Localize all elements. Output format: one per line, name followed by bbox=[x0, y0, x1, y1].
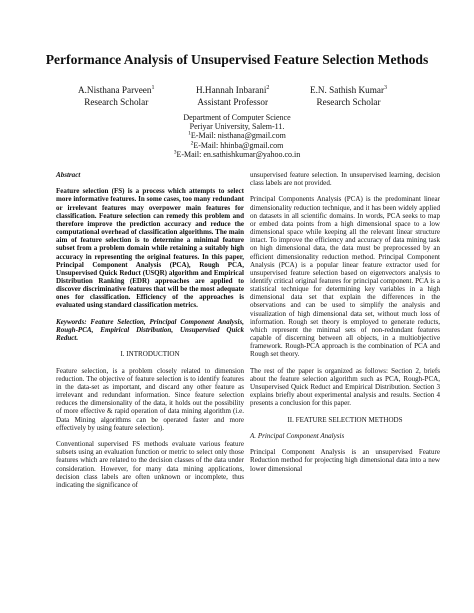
feature-selection-heading: II. FEATURE SELECTION METHODS bbox=[287, 415, 403, 424]
author-name: A.Nisthana Parveen bbox=[78, 85, 152, 95]
pca-method-paragraph: Principal Component Analysis is an unsupervised Feature Reduction method for projecting high dimensional data into a new lower dimensional bbox=[250, 448, 440, 473]
author-3 bbox=[310, 85, 387, 108]
author-2 bbox=[196, 85, 269, 108]
department: Department of Computer Science bbox=[183, 113, 291, 122]
email-3: $^3$E-Mail: en.sathishkumar@yahoo.co.in bbox=[173, 149, 301, 159]
email-2: $^2$E-Mail: hhinba@gmail.com bbox=[190, 139, 284, 150]
left-column bbox=[56, 171, 244, 489]
intro-paragraph-2-cont: unsupervised feature selection. In unsupervised learning, decision class labels are not provided. bbox=[250, 171, 440, 188]
paper-title: Performance Analysis of Unsupervised Feature Selection Methods bbox=[45, 52, 429, 67]
author-sup: 1 bbox=[151, 84, 155, 91]
pca-subheading: A. Principal Component Analysis bbox=[250, 431, 345, 440]
right-column bbox=[250, 171, 440, 473]
university: Periyar University, Salem-11. bbox=[189, 122, 285, 132]
author-name: H.Hannah Inbarani bbox=[196, 85, 267, 95]
author-role: Research Scholar bbox=[84, 96, 149, 107]
affiliation-block bbox=[0, 113, 474, 159]
author-role: Assistant Professor bbox=[197, 96, 269, 107]
pca-paragraph: Principal Components Analysis (PCA) is the predominant linear dimensionality reduction technique, and it has been widely applied on datasets in all scientific domains. In words, PCA seeks to map or embed data points from a high dimensional space to a low dimensional space while keeping all the relevant linear structure intact. To improve the efficiency and accuracy of data mining task on high dimensional data, the data must be preprocessed by an efficient dimensionality reduction method. Principal Component Analysis (PCA) is a popular linear feature extractor used for unsupervised feature selection based on eigenvectors analysis to identify critical original features for principal component. PCA is a statistical technique for determining key variables in a high dimensional data set that explain the differences in the observations and can be used to simplify the analysis and visualization of high dimensional data set, without much loss of information. Rough set theory is employed to generate reducts, which represent the minimal sets of non-redundant features capable of discerning between all objects, in a multiobjective framework. Rough-PCA approach is the combination of PCA and Rough set theory. bbox=[250, 195, 440, 359]
author-name: E.N. Sathish Kumar bbox=[310, 85, 385, 95]
author-1 bbox=[78, 85, 154, 108]
author-role: Research Scholar bbox=[316, 96, 381, 107]
keywords bbox=[56, 318, 244, 342]
intro-paragraph-2: Conventional supervised FS methods evaluate various feature subsets using an evaluation function or metric to select only those features which are related to the decision classes of the data under consideration. However, for many data mining applications, decision class labels are often unknown or incomplete, thus indicating the significance of bbox=[56, 440, 244, 489]
author-sup: 2 bbox=[266, 84, 270, 91]
keywords-text: Feature Selection, Principal Component Analysis, Rough-PCA, Empirical Distribution, Unsupervised Quick Reduct. bbox=[56, 317, 244, 343]
abstract-heading: Abstract bbox=[56, 171, 81, 179]
introduction-heading: I. INTRODUCTION bbox=[120, 350, 180, 359]
intro-paragraph-1: Feature selection, is a problem closely related to dimension reduction. The objective of feature selection is to identify features in the data-set as important, and discard any other feature as irrelevant and redundant information. Since feature selection reduces the dimensionality of the data, it holds out the possibility of more effective & rapid operation of data mining algorithm (i.e. Data Mining algorithms can be operated faster and more effectively by using feature selection). bbox=[56, 366, 244, 432]
email-1: $^1$E-Mail: nisthana@gmail.com bbox=[188, 130, 286, 141]
author-sup: 3 bbox=[384, 84, 388, 91]
organization-paragraph: The rest of the paper is organized as follows: Section 2, briefs about the feature selection algorithm such as PCA, Rough-PCA, Unsupervised Quick Reduct and Empirical Distribution. Section 3 explains briefly about experimental analysis and results. Section 4 presents a conclusion for this paper. bbox=[250, 366, 440, 408]
author-block bbox=[40, 85, 440, 109]
abstract-text: Feature selection (FS) is a process which attempts to select more informative features. In some cases, too many redundant or irrelevant features may overpower main features for classification. Feature selection can remedy this problem and therefore improve the prediction accuracy and reduce the computational overhead of classification algorithms. The main aim of feature selection is to determine a minimal feature subset from a problem domain while retaining a suitably high accuracy in representing the original features. In this paper, Principal Component Analysis (PCA), Rough PCA, Unsupervised Quick Reduct (USQR) algorithm and Empirical Distribution Ranking (EDR) approaches are applied to discover discriminative features that will be the most adequate ones for classification. Efficiency of the approaches is evaluated using standard classification metrics. bbox=[56, 187, 244, 310]
keywords-heading: Keywords: bbox=[56, 317, 87, 326]
